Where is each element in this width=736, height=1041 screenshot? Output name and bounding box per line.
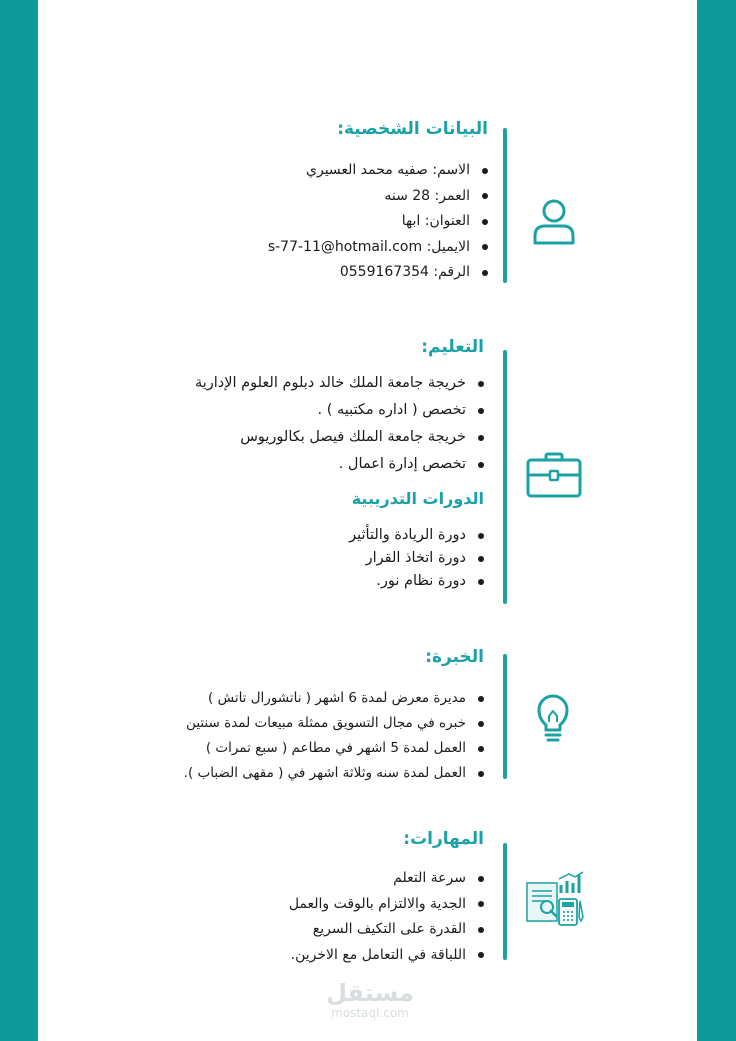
education-section <box>144 336 484 478</box>
watermark-logo <box>300 980 440 1020</box>
experience-list <box>144 686 484 786</box>
personal-list <box>188 158 488 286</box>
personal-email: الايميل: s-77-11@hotmail.com <box>188 235 488 261</box>
experience-title: الخبرة: <box>425 647 484 667</box>
personal-phone: الرقم: 0559167354 <box>188 260 488 286</box>
skill-item: الجدية والالتزام بالوقت والعمل <box>184 892 484 918</box>
course-item: دورة اتخاذ القرار <box>284 547 484 570</box>
skill-item: اللباقة في التعامل مع الاخرين. <box>184 943 484 969</box>
personal-address: العنوان: ابها <box>188 209 488 235</box>
education-list <box>144 370 484 478</box>
education-item: تخصص ( اداره مكتبيه ) . <box>144 397 484 424</box>
lightbulb-icon <box>535 692 571 746</box>
documents-chart-icon <box>525 871 587 929</box>
experience-item: مديرة معرض لمدة 6 اشهر ( ناتشورال تاتش ) <box>144 686 484 711</box>
skills-title: المهارات: <box>403 829 484 849</box>
briefcase-icon <box>525 451 583 499</box>
education-title: التعليم: <box>421 337 484 357</box>
education-item: تخصص إدارة اعمال . <box>144 451 484 478</box>
personal-age: العمر: 28 سنه <box>188 184 488 210</box>
skill-item: سرعة التعلم <box>184 866 484 892</box>
education-item: خريجة جامعة الملك فيصل بكالوريوس <box>144 424 484 451</box>
left-side-band <box>0 0 38 1041</box>
education-divider <box>503 350 507 604</box>
right-side-band <box>697 0 736 1041</box>
course-item: دورة الريادة والتأثير <box>284 524 484 547</box>
skills-section <box>184 828 484 968</box>
personal-divider <box>503 128 507 283</box>
experience-item: خبره في مجال التسويق ممثلة مبيعات لمدة سنتين <box>144 711 484 736</box>
course-item: دورة نظام نور. <box>284 570 484 593</box>
experience-divider <box>503 654 507 779</box>
personal-name: الاسم: صفيه محمد العسيري <box>188 158 488 184</box>
experience-section <box>144 646 484 786</box>
skills-list <box>184 866 484 968</box>
experience-item: العمل لمدة 5 اشهر في مطاعم ( سبع تمرات ) <box>144 736 484 761</box>
personal-section <box>188 118 488 286</box>
courses-section <box>284 488 484 593</box>
personal-title: البيانات الشخصية: <box>337 119 488 139</box>
courses-title: الدورات التدريبية <box>351 489 484 508</box>
courses-list <box>284 524 484 593</box>
watermark-url: mostaql.com <box>331 1006 409 1020</box>
watermark-name: مستقل <box>326 979 414 1007</box>
skill-item: القدرة على التكيف السريع <box>184 917 484 943</box>
experience-item: العمل لمدة سنه وثلاثة اشهر في ( مقهى الضباب ). <box>144 761 484 786</box>
user-icon <box>531 196 577 246</box>
education-item: خريجة جامعة الملك خالد دبلوم العلوم الإدارية <box>144 370 484 397</box>
skills-divider <box>503 843 507 960</box>
